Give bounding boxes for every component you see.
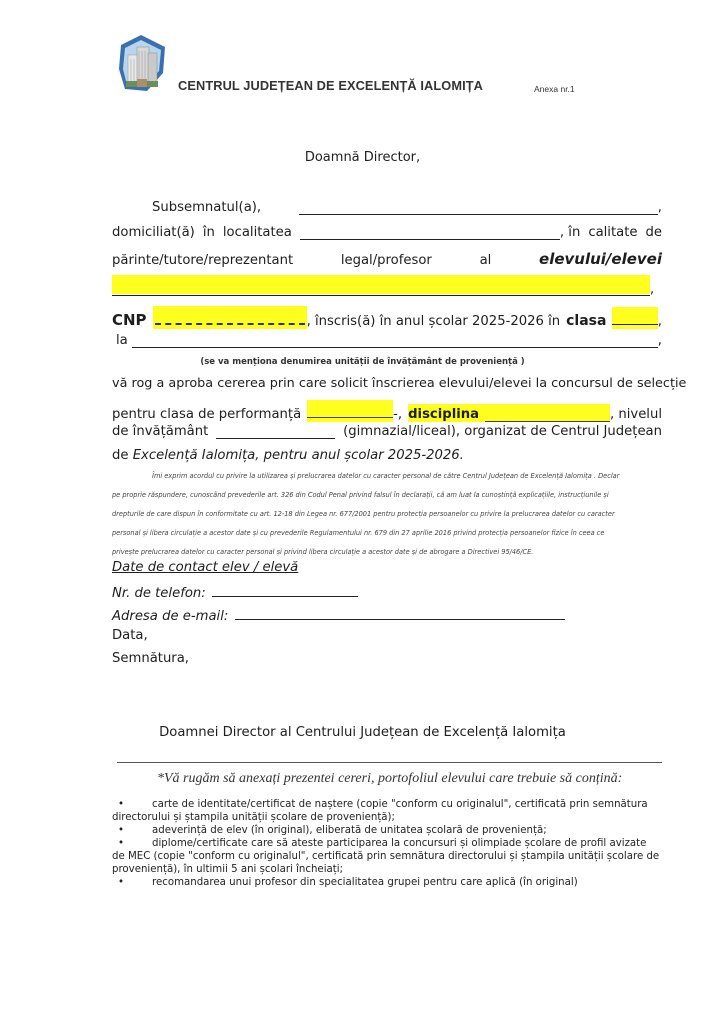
organization-title: CENTRUL JUDEȚEAN DE EXCELENȚĂ IALOMIȚA	[178, 78, 484, 93]
cnp-label: CNP	[112, 311, 147, 329]
building-logo-icon	[117, 33, 169, 95]
list-item-text: carte de identitate/certificat de naștere (copie "conform cu originalul", certificată prin semnătura	[152, 799, 648, 810]
name-field[interactable]	[299, 200, 658, 215]
cnp-highlight	[153, 306, 307, 329]
bullet-icon: •	[118, 838, 125, 849]
addressee: Doamnei Director al Centrului Județean de Excelență Ialomița	[159, 725, 566, 740]
class-comma: ,	[657, 314, 662, 329]
cnp-field[interactable]	[155, 309, 305, 325]
annex-note: *Vă rugăm să anexați prezentei cereri, portofoliul elevului care trebuie să conțină:	[157, 771, 623, 786]
class-highlight	[612, 307, 657, 329]
performance-class-highlight	[307, 400, 393, 422]
list-item-text-continued: proveniență), în ultimii 5 ani școlari încheiați;	[112, 864, 344, 875]
discipline-field[interactable]	[485, 407, 610, 422]
discipline-label: disciplina	[408, 407, 480, 422]
request-text-4a: de	[112, 448, 133, 463]
annex-number: Anexa nr.1	[534, 84, 575, 94]
signature-label: Semnătura,	[112, 651, 189, 666]
separator-line	[117, 762, 662, 763]
list-item-text-continued: de MEC (copie "conform cu originalul", certificată prin semnătura directorului și ștampila unității școlare de	[112, 851, 660, 862]
role-options-2: legal/profesor	[340, 253, 432, 268]
school-comma: ,	[657, 333, 662, 348]
gdpr-line: pe proprie răspundere, cunoscând prevederile art. 326 din Codul Penal privind falsul în declarații, că am luat la cunoștință explicațiile, instrucțiunile și	[112, 491, 609, 499]
name-line	[112, 200, 662, 215]
email-row	[112, 605, 565, 624]
email-field[interactable]	[235, 605, 565, 620]
student-label: elevului/elevei	[539, 250, 662, 268]
gdpr-line: drepturile de care dispun în conformitate cu art. 12-18 din Legea nr. 677/2001 pentru protecția persoanelor cu privire la prelucrarea datelor cu caracter	[112, 510, 615, 518]
discipline-highlight	[408, 404, 610, 422]
organized-by-text: (gimnazial/liceal), organizat de Centrul Județean	[343, 424, 662, 439]
dash-comma: -,	[393, 407, 403, 422]
list-item	[112, 824, 677, 837]
phone-field[interactable]	[212, 582, 358, 597]
list-item	[112, 876, 677, 889]
role-al: al	[479, 253, 492, 268]
logo	[117, 33, 169, 95]
requirements-list	[112, 798, 677, 889]
level-label: , nivelul	[609, 407, 662, 422]
in-quality-a: , în	[559, 225, 581, 240]
performance-class-label: pentru clasa de performanță	[112, 407, 302, 422]
school-note: (se va menționa denumirea unității de învățământ de proveniență )	[200, 357, 525, 367]
locality-line	[112, 225, 662, 240]
list-item-text: recomandarea unui profesor din specialitatea grupei pentru care aplică (în original)	[152, 877, 578, 888]
in-word: în	[202, 225, 215, 240]
gdpr-consent	[112, 467, 662, 562]
school-line	[112, 333, 662, 348]
list-item	[112, 798, 677, 811]
request-line-3	[112, 424, 662, 439]
student-name-comma: ,	[650, 282, 655, 297]
name-label: Subsemnatul(a),	[152, 200, 262, 215]
class-label: clasa	[566, 313, 607, 329]
in-quality-b: calitate	[588, 225, 638, 240]
bullet-icon: •	[118, 877, 125, 888]
list-item-text-continued: directorului și ștampila unității școlare de proveniență);	[112, 812, 395, 823]
education-level-field[interactable]	[216, 424, 335, 439]
school-label: la	[116, 333, 128, 348]
bullet-icon: •	[118, 825, 125, 836]
phone-row	[112, 582, 358, 601]
request-text-1: vă rog a aproba cererea prin care solicit înscrierea elevului/elevei la concursul de selecție	[112, 376, 687, 391]
school-field[interactable]	[132, 333, 658, 348]
in-quality-c: de	[645, 225, 662, 240]
gdpr-line: privește prelucrarea datelor cu caracter personal și privind libera circulație a acestor date și de abrogare a Directivei 95/46/CE.	[112, 548, 534, 556]
list-item-text: diplome/certificate care să ateste participarea la concursuri și olimpiade școlare de profil avizate	[152, 838, 647, 849]
salutation: Doamnă Director,	[304, 150, 421, 165]
email-label: Adresa de e-mail:	[112, 609, 229, 624]
phone-label: Nr. de telefon:	[112, 586, 206, 601]
cnp-line	[112, 306, 662, 329]
request-line-4	[112, 448, 662, 463]
name-comma: ,	[657, 200, 662, 215]
education-level-label: de învățământ	[112, 424, 209, 439]
class-field[interactable]	[612, 310, 657, 325]
enrolled-text: , înscris(ă) în anul școlar 2025-2026 în	[306, 314, 561, 329]
list-item-text: adeverință de elev (în original), eliberată de unitatea școlară de proveniență;	[152, 825, 547, 836]
domicile-label: domiciliat(ă)	[112, 225, 195, 240]
locality-field[interactable]	[300, 225, 560, 240]
student-name-field[interactable]	[112, 281, 650, 296]
list-item	[112, 837, 677, 850]
date-label: Data,	[112, 628, 148, 643]
contact-heading: Date de contact elev / elevă	[112, 560, 299, 575]
role-options: părinte/tutore/reprezentant	[112, 253, 294, 268]
gdpr-line: Îmi exprim acordul cu privire la utilizarea și prelucrarea datelor cu caracter personal de către Centrul Județean de Excelență Ialomița . Declar	[152, 472, 620, 480]
request-line-2	[112, 400, 662, 422]
performance-class-field[interactable]	[307, 403, 393, 418]
bullet-icon: •	[118, 799, 125, 810]
request-text-4b: Excelență Ialomița, pentru anul școlar 2025-2026.	[132, 448, 464, 463]
locality-label: localitatea	[222, 225, 292, 240]
gdpr-line: personal și libera circulație a acestor date și cu prevederile Regulamentului nr. 679 din 27 aprilie 2016 privind protecția persoanelor fizice în ceea ce	[112, 529, 605, 537]
role-line	[112, 250, 662, 268]
request-line-1	[112, 376, 687, 391]
